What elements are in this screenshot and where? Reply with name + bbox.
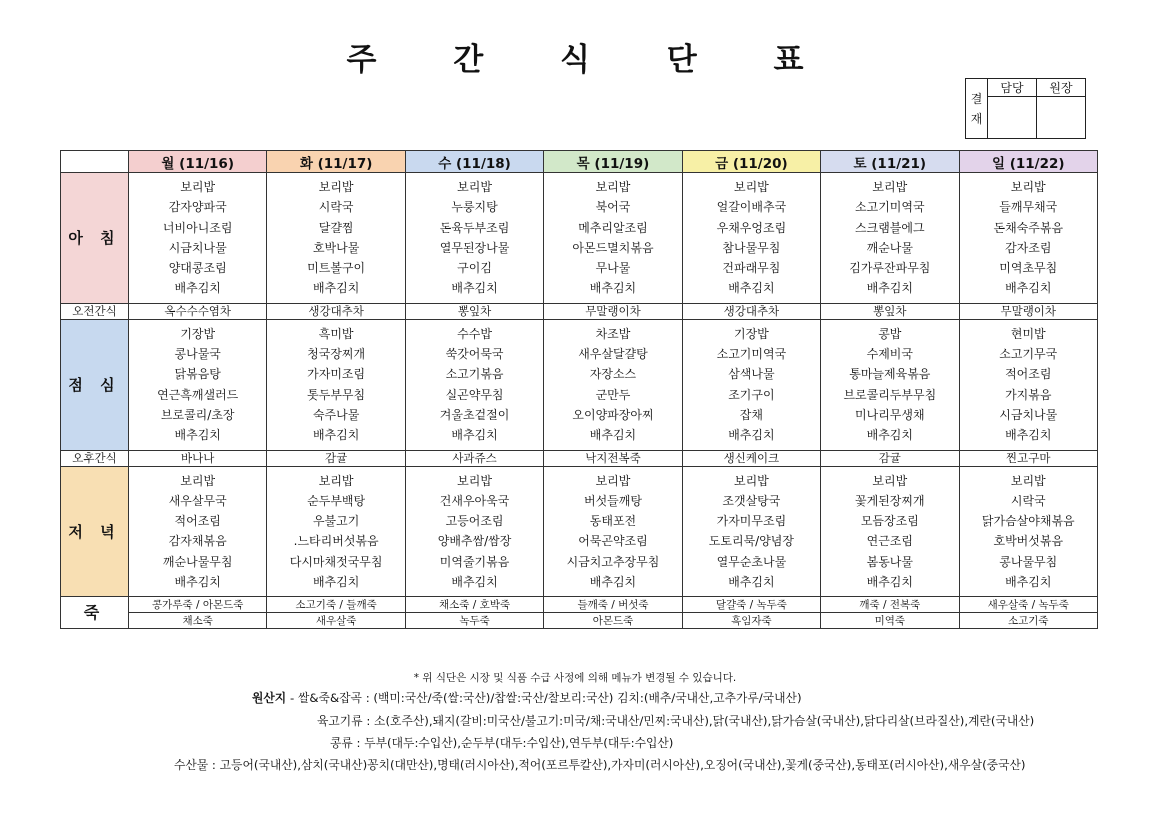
- menu-item: 쑥갓어묵국: [445, 347, 504, 362]
- menu-item: 보리밥: [180, 473, 216, 488]
- menu-item: 소고기무국: [999, 347, 1058, 362]
- menu-item: 메추리알조림: [578, 220, 648, 235]
- am-snack-cell: 옥수수수염차: [129, 303, 267, 319]
- menu-item: 배추김치: [451, 281, 498, 296]
- menu-item: 호박버섯볶음: [993, 534, 1064, 549]
- dinner-cell: [682, 466, 820, 597]
- menu-item: 군만두: [595, 387, 631, 402]
- menu-item: 소고기미역국: [716, 347, 787, 362]
- breakfast-row: [61, 173, 1098, 304]
- breakfast-cell: [405, 173, 543, 304]
- corner-cell: [61, 151, 129, 173]
- lunch-row: [61, 319, 1098, 450]
- menu-item: 깨순나물무침: [162, 554, 233, 569]
- menu-item: 모듬장조림: [860, 514, 919, 529]
- menu-item: 깨순나물: [866, 240, 913, 255]
- approval-label: 결 재: [966, 79, 988, 139]
- menu-item: 연근조림: [866, 534, 913, 549]
- menu-item: 시금치나물: [168, 240, 227, 255]
- menu-item: 시금치나물: [999, 407, 1058, 422]
- menu-item: 배추김치: [451, 575, 498, 590]
- menu-item: 잡채: [739, 407, 763, 422]
- menu-item: 조갯살탕국: [722, 493, 781, 508]
- menu-item: 소고기미역국: [855, 200, 925, 215]
- menu-item: 청국장찌개: [307, 347, 366, 362]
- menu-item: 브로콜리/초장: [160, 407, 235, 422]
- lunch-cell: [544, 319, 682, 450]
- menu-item: 오이양파장아찌: [572, 407, 654, 422]
- porridge-cell: 채소죽: [129, 613, 267, 629]
- menu-item: 닭가슴살야채볶음: [981, 514, 1075, 529]
- menu-item: 감자조림: [1005, 240, 1052, 255]
- dinner-cell: [544, 466, 682, 597]
- menu-item: 보리밥: [1010, 473, 1046, 488]
- day-header: 목 (11/19): [544, 151, 682, 173]
- am-snack-row: [61, 303, 1098, 319]
- menu-item: 봄동나물: [866, 554, 913, 569]
- porridge-cell: 깨죽 / 전복죽: [821, 597, 959, 613]
- menu-item: 보리밥: [734, 473, 769, 488]
- menu-item: 배추김치: [174, 428, 221, 443]
- menu-item: 달걀찜: [318, 220, 354, 235]
- menu-item: 도토리묵/양념장: [708, 534, 794, 549]
- approval-director-header: 원장: [1037, 79, 1086, 97]
- menu-item: 통마늘제육볶음: [849, 367, 931, 382]
- page-title: 주 간 식 단 표: [346, 42, 837, 78]
- menu-item: 무나물: [595, 261, 631, 276]
- day-header: 토 (11/21): [821, 151, 959, 173]
- menu-item: 얼갈이배추국: [716, 200, 787, 215]
- day-header: 화 (11/17): [267, 151, 405, 173]
- origin-line-seafood: 수산물 : 고등어(국내산),삼치(국내산)꽁치(대만산),명태(러시아산),적어(포르투칼산),가자미(러시아산),오징어(국내산),꽃게(중국산),동태포(러시아산),새우살(중국산): [174, 758, 1026, 772]
- menu-item: 배추김치: [728, 575, 775, 590]
- menu-item: 돈채숙주볶음: [993, 220, 1064, 235]
- menu-item: 들깨무채국: [999, 200, 1058, 215]
- menu-item: 배추김치: [1005, 428, 1052, 443]
- menu-item: 현미밥: [1010, 326, 1046, 341]
- menu-item: 적어조림: [174, 514, 221, 529]
- menu-item: 시락국: [1010, 493, 1046, 508]
- menu-item: 호박나물: [312, 240, 360, 255]
- pm-snack-cell: 감귤: [821, 450, 959, 466]
- menu-item: 조기구이: [728, 387, 775, 402]
- menu-item: 배추김치: [312, 281, 360, 296]
- am-snack-cell: 무말랭이차: [959, 303, 1097, 319]
- menu-item: 콩나물무침: [999, 554, 1058, 569]
- menu-item: 톳두부무침: [307, 387, 366, 402]
- menu-item: 보리밥: [734, 180, 769, 194]
- am-snack-cell: 생강대추차: [267, 303, 405, 319]
- menu-item: 건새우아욱국: [439, 493, 510, 508]
- menu-item: 스크램블에그: [855, 220, 925, 235]
- menu-item: 실곤약무침: [445, 387, 504, 402]
- menu-item: 우채우엉조림: [716, 220, 787, 235]
- menu-item: 차조밥: [595, 326, 631, 341]
- menu-item: 돈육두부조림: [439, 220, 510, 235]
- menu-item: 숙주나물: [312, 407, 360, 422]
- pm-snack-cell: 바나나: [129, 450, 267, 466]
- pm-snack-cell: 찐고구마: [959, 450, 1097, 466]
- menu-item: 자장소스: [589, 367, 637, 382]
- menu-item: 보리밥: [457, 180, 492, 194]
- menu-item: 보리밥: [1010, 180, 1046, 194]
- breakfast-cell: [129, 173, 267, 304]
- approval-box: [965, 78, 1086, 139]
- menu-item: 열무순초나물: [716, 554, 787, 569]
- am-snack-cell: 생강대추차: [682, 303, 820, 319]
- menu-item: 김가루잔파무침: [849, 261, 931, 276]
- menu-item: 양배추쌈/쌈장: [437, 534, 512, 549]
- menu-item: 미나리무생채: [855, 407, 925, 422]
- menu-item: 버섯들깨탕: [583, 493, 642, 508]
- menu-item: 배추김치: [589, 428, 637, 443]
- porridge-label: 죽: [61, 597, 129, 629]
- menu-item: 건파래무침: [722, 261, 781, 276]
- menu-item: 미역초무침: [999, 261, 1058, 276]
- menu-item: 시금치고추장무침: [566, 554, 660, 569]
- menu-item: 미역줄기볶음: [439, 554, 510, 569]
- menu-item: 콩밥: [878, 326, 902, 341]
- breakfast-cell: [267, 173, 405, 304]
- dinner-cell: [405, 466, 543, 597]
- menu-item: 보리밥: [318, 473, 354, 488]
- porridge-cell: 소고기죽: [959, 613, 1097, 629]
- porridge-cell: 새우살죽 / 녹두죽: [959, 597, 1097, 613]
- menu-item: 닭볶음탕: [174, 367, 221, 382]
- menu-item: 고등어조림: [445, 514, 504, 529]
- pm-snack-cell: 사과쥬스: [405, 450, 543, 466]
- day-header: 월 (11/16): [129, 151, 267, 173]
- menu-item: 참나물무침: [722, 240, 781, 255]
- am-snack-cell: 뽕잎차: [821, 303, 959, 319]
- menu-item: 보리밥: [872, 180, 908, 194]
- breakfast-cell: [544, 173, 682, 304]
- approval-director-sign: [1037, 97, 1086, 139]
- day-header: 일 (11/22): [959, 151, 1097, 173]
- breakfast-label: 아 침: [61, 173, 129, 304]
- origin-line-rice: [252, 689, 802, 706]
- day-header-row: [61, 151, 1098, 173]
- menu-item: 꽃게된장찌개: [855, 493, 925, 508]
- menu-item: 보리밥: [457, 473, 492, 488]
- menu-item: 배추김치: [728, 428, 775, 443]
- change-notice: * 위 식단은 시장 및 식품 수급 사정에 의해 메뉴가 변경될 수 있습니다.: [413, 672, 737, 684]
- porridge-row-2: [61, 613, 1098, 629]
- origin-line-meat: 육고기류 : 소(호주산),돼지(갈비:미국산/불고기:미국/채:국내산/민찌:국내산),닭(국내산),닭가슴살(국내산),닭다리살(브라질산),계란(국내산): [317, 714, 1035, 728]
- pm-snack-label: 오후간식: [61, 450, 129, 466]
- menu-item: 순두부백탕: [307, 493, 366, 508]
- menu-item: 배추김치: [728, 281, 775, 296]
- menu-item: 수수밥: [457, 326, 492, 341]
- menu-item: 배추김치: [312, 428, 360, 443]
- menu-item: 기장밥: [734, 326, 769, 341]
- origin-label: 원산지: [252, 691, 287, 705]
- lunch-cell: [682, 319, 820, 450]
- menu-item: 배추김치: [1005, 575, 1052, 590]
- menu-item: 흑미밥: [318, 326, 354, 341]
- origin-line-soy: 콩류 : 두부(대두:수입산),순두부(대두:수입산),연두부(대두:수입산): [330, 736, 674, 750]
- menu-item: 소고기볶음: [445, 367, 504, 382]
- porridge-cell: 소고기죽 / 들깨죽: [267, 597, 405, 613]
- porridge-cell: 녹두죽: [405, 613, 543, 629]
- pm-snack-cell: 낙지전복죽: [544, 450, 682, 466]
- porridge-cell: 들깨죽 / 버섯죽: [544, 597, 682, 613]
- porridge-cell: 콩가루죽 / 아몬드죽: [129, 597, 267, 613]
- menu-item: 브로콜리두부무침: [843, 387, 937, 402]
- dinner-cell: [821, 466, 959, 597]
- dinner-cell: [129, 466, 267, 597]
- menu-item: 삼색나물: [728, 367, 775, 382]
- lunch-cell: [129, 319, 267, 450]
- menu-item: 보리밥: [595, 473, 631, 488]
- menu-item: 배추김치: [866, 281, 913, 296]
- porridge-cell: 새우살죽: [267, 613, 405, 629]
- menu-item: 기장밥: [180, 326, 216, 341]
- breakfast-cell: [821, 173, 959, 304]
- am-snack-cell: 뽕잎차: [405, 303, 543, 319]
- menu-item: 수제비국: [866, 347, 913, 362]
- menu-item: 배추김치: [174, 281, 221, 296]
- porridge-cell: 달걀죽 / 녹두죽: [682, 597, 820, 613]
- pm-snack-cell: 감귤: [267, 450, 405, 466]
- menu-item: 동태포전: [589, 514, 637, 529]
- dinner-cell: [267, 466, 405, 597]
- menu-item: 어묵곤약조림: [578, 534, 648, 549]
- menu-item: 가지볶음: [1005, 387, 1052, 402]
- menu-item: 겨울초겉절이: [439, 407, 510, 422]
- lunch-cell: [959, 319, 1097, 450]
- menu-item: 우불고기: [312, 514, 360, 529]
- pm-snack-row: [61, 450, 1098, 466]
- menu-item: 보리밥: [595, 180, 631, 194]
- menu-item: 다시마채젓국무침: [289, 554, 383, 569]
- breakfast-cell: [959, 173, 1097, 304]
- lunch-cell: [405, 319, 543, 450]
- am-snack-label: 오전간식: [61, 303, 129, 319]
- menu-item: .느타리버섯볶음: [293, 534, 379, 549]
- menu-item: 연근흑깨샐러드: [157, 387, 239, 402]
- menu-item: 배추김치: [174, 575, 221, 590]
- menu-item: 새우살무국: [168, 493, 227, 508]
- approval-staff-sign: [988, 97, 1037, 139]
- menu-item: 배추김치: [589, 575, 637, 590]
- porridge-cell: 채소죽 / 호박죽: [405, 597, 543, 613]
- porridge-cell: 미역죽: [821, 613, 959, 629]
- approval-staff-header: 담당: [988, 79, 1037, 97]
- menu-item: 배추김치: [866, 575, 913, 590]
- menu-item: 열무된장나물: [439, 240, 510, 255]
- menu-item: 가자미무조림: [716, 514, 787, 529]
- porridge-row-1: [61, 597, 1098, 613]
- menu-item: 누룽지탕: [451, 200, 498, 215]
- menu-item: 배추김치: [866, 428, 913, 443]
- lunch-label: 점 심: [61, 319, 129, 450]
- menu-item: 시락국: [318, 200, 354, 215]
- dinner-cell: [959, 466, 1097, 597]
- menu-table: [60, 150, 1098, 629]
- menu-item: 감자양파국: [168, 200, 227, 215]
- dinner-label: 저 녁: [61, 466, 129, 597]
- menu-item: 구이김: [457, 261, 492, 276]
- menu-item: 배추김치: [1005, 281, 1052, 296]
- dinner-row: [61, 466, 1098, 597]
- menu-item: 배추김치: [312, 575, 360, 590]
- lunch-cell: [821, 319, 959, 450]
- pm-snack-cell: 생신케이크: [682, 450, 820, 466]
- menu-item: 배추김치: [589, 281, 637, 296]
- menu-item: 콩나물국: [174, 347, 221, 362]
- menu-item: 북어국: [595, 200, 631, 215]
- menu-item: 적어조림: [1005, 367, 1052, 382]
- breakfast-cell: [682, 173, 820, 304]
- menu-item: 보리밥: [318, 180, 354, 194]
- menu-item: 너비아니조림: [162, 220, 233, 235]
- day-header: 금 (11/20): [682, 151, 820, 173]
- menu-item: 양대콩조림: [168, 261, 227, 276]
- origin-rice-text: - 쌀&죽&잡곡 : (백미:국산/죽(쌀:국산)/찹쌀:국산/찰보리:국산) 김치:(배추/국내산,고추가루/국내산): [286, 691, 802, 705]
- menu-item: 아몬드멸치볶음: [572, 240, 654, 255]
- menu-item: 보리밥: [180, 180, 216, 194]
- porridge-cell: 아몬드죽: [544, 613, 682, 629]
- porridge-cell: 흑임자죽: [682, 613, 820, 629]
- menu-item: 미트볼구이: [307, 261, 366, 276]
- lunch-cell: [267, 319, 405, 450]
- day-header: 수 (11/18): [405, 151, 543, 173]
- menu-item: 보리밥: [872, 473, 908, 488]
- menu-item: 가자미조림: [307, 367, 366, 382]
- menu-item: 배추김치: [451, 428, 498, 443]
- menu-item: 새우살달걀탕: [578, 347, 648, 362]
- menu-item: 감자채볶음: [168, 534, 227, 549]
- am-snack-cell: 무말랭이차: [544, 303, 682, 319]
